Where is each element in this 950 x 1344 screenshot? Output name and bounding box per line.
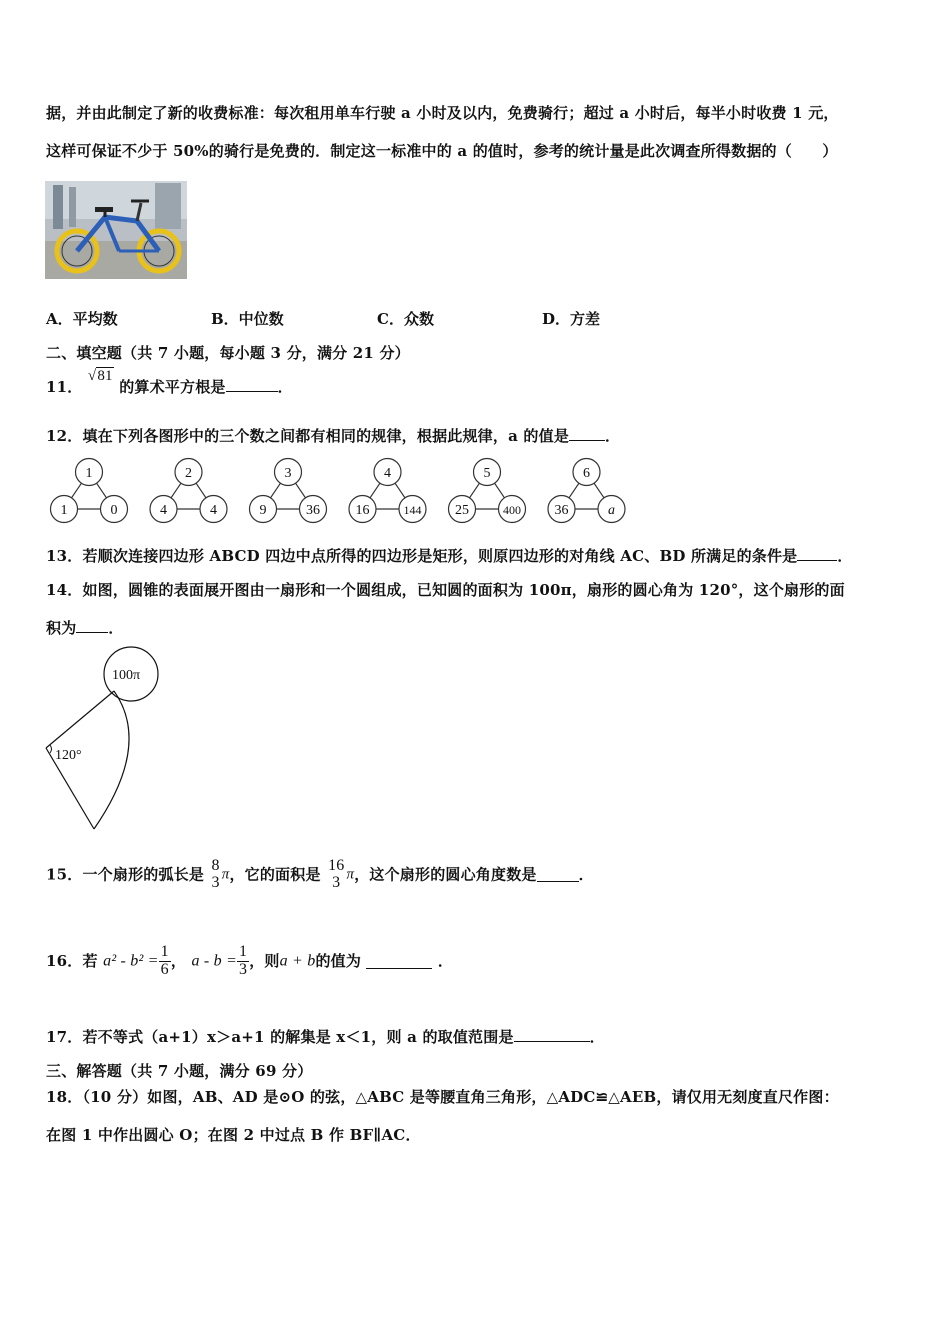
q15-area-fraction: 16 3 <box>328 857 345 891</box>
q15-mid: ，它的面积是 <box>229 865 321 884</box>
number-left: 1 <box>60 503 68 518</box>
q14-end: ． <box>108 619 124 637</box>
number-right: 36 <box>306 503 320 518</box>
connector-line <box>594 483 604 498</box>
q16-prefix: 16．若 <box>46 951 98 970</box>
connector-line <box>171 483 181 498</box>
q17-end: ． <box>589 1028 605 1046</box>
central-angle-label: 120° <box>55 748 82 763</box>
number-right: a <box>608 503 615 518</box>
q12-figure-3 <box>250 459 327 523</box>
q11-number: 11． <box>46 378 83 396</box>
q17-text: 17．若不等式（a+1）x＞a+1 的解集是 x＜1，则 a 的取值范围是 <box>46 1028 514 1046</box>
question-16: 16．若 a² - b² = $\frac{1}{6}$ ， a - b = $\frac{1}{3}$ ，则a + b的值为 ． <box>46 943 454 978</box>
number-left: 25 <box>455 503 469 518</box>
q15-arc-fraction: 8 3 <box>211 857 220 891</box>
circle-area-label: 100π <box>112 668 141 683</box>
number-top: 1 <box>85 466 93 481</box>
question-11 <box>46 368 293 397</box>
q16-eq1-fraction: $\frac{1}{6}$ <box>160 943 169 978</box>
intro-line-1: 据，并由此制定了新的收费标准：每次租用单车行驶 a 小时及以内，免费骑行；超过 a 小时后，每半小时收费 1 元， <box>46 104 839 122</box>
connector-line <box>296 483 306 498</box>
section-3-title: 三、解答题（共 7 小题，满分 69 分） <box>46 1062 313 1080</box>
question-14-line-1: 14．如图，圆锥的表面展开图由一扇形和一个圆组成，已知圆的面积为 100π，扇形的圆心角为 120°，这个扇形的面 <box>46 581 845 599</box>
number-top: 2 <box>185 466 192 481</box>
q12-figure-4 <box>349 459 426 523</box>
q16-expr: a + b <box>279 952 316 970</box>
angle-mark <box>50 745 52 753</box>
q14-text: 积为 <box>46 619 77 637</box>
question-13 <box>46 545 853 566</box>
q15-suffix: ，这个扇形的圆心角度数是 <box>354 865 537 884</box>
q15-blank <box>537 867 579 882</box>
question-12 <box>46 425 620 446</box>
number-right: 400 <box>503 503 521 517</box>
q13-end: ． <box>837 547 853 565</box>
section-2-title: 二、填空题（共 7 小题，每小题 3 分，满分 21 分） <box>46 344 410 362</box>
number-top: 4 <box>384 466 391 481</box>
number-left: 36 <box>554 503 569 518</box>
q13-blank <box>797 546 837 561</box>
q16-eq2-fraction: $\frac{1}{3}$ <box>239 943 248 978</box>
q16-eq2-lhs: a - b = <box>191 952 238 970</box>
sector-radius-top <box>46 691 114 748</box>
q12-figure-6 <box>548 459 625 523</box>
option-b: B．中位数 <box>211 310 284 328</box>
connector-line <box>196 483 206 498</box>
connector-line <box>370 483 380 498</box>
q12-blank <box>569 426 605 441</box>
q11-end: ． <box>277 378 293 396</box>
sector-arc <box>94 691 129 829</box>
q12-figure-1 <box>51 459 128 523</box>
q16-eq1-lhs: a² - b² = <box>103 952 159 970</box>
q11-radicand: 81 <box>97 368 113 384</box>
number-left: 9 <box>259 503 267 518</box>
question-18-line-1: 18．（10 分）如图，AB、AD 是⊙O 的弦，△ABC 是等腰直角三角形，△ADC≌△AEB，请仅用无刻度直尺作图： <box>46 1088 839 1106</box>
number-right: 4 <box>210 503 217 518</box>
connector-line <box>569 483 579 498</box>
option-d: D．方差 <box>542 310 601 328</box>
question-17 <box>46 1026 605 1047</box>
connector-line <box>72 483 82 498</box>
q15-prefix: 15．一个扇形的弧长是 <box>46 865 205 884</box>
q12-figure-5 <box>449 459 526 523</box>
connector-line <box>271 483 281 498</box>
q12-end: ． <box>605 427 621 445</box>
cone-net-figure <box>40 645 170 835</box>
connector-line <box>97 483 107 498</box>
number-top: 5 <box>483 466 491 481</box>
connector-line <box>395 483 405 498</box>
option-a: A．平均数 <box>46 310 118 328</box>
q12-figures <box>44 456 634 526</box>
option-c: C．众数 <box>377 310 434 328</box>
number-left: 16 <box>355 503 370 518</box>
number-left: 4 <box>160 503 167 518</box>
q11-text: 的算术平方根是 <box>119 378 226 396</box>
q12-text: 12．填在下列各图形中的三个数之间都有相同的规律，根据此规律，a 的值是 <box>46 427 570 445</box>
connector-line <box>495 483 505 498</box>
number-right: 0 <box>110 503 118 518</box>
q11-sqrt: √81 <box>87 368 113 384</box>
q14-blank <box>76 618 108 633</box>
q11-blank <box>226 377 278 392</box>
question-14-line-2 <box>46 617 124 638</box>
connector-line <box>470 483 480 498</box>
bicycle-photo <box>45 181 187 279</box>
number-top: 3 <box>284 466 292 481</box>
number-top: 6 <box>583 466 590 481</box>
number-right: 144 <box>403 503 422 517</box>
question-18-line-2: 在图 1 中作出圆心 O；在图 2 中过点 B 作 BF∥AC． <box>46 1126 421 1144</box>
q16-blank <box>366 954 432 969</box>
q17-blank <box>514 1027 590 1042</box>
intro-line-2: 这样可保证不少于 50%的骑行是免费的．制定这一标准中的 a 的值时，参考的统计量是此次调查所得数据的（ ） <box>46 142 838 160</box>
q13-text: 13．若顺次连接四边形 ABCD 四边中点所得的四边形是矩形，则原四边形的对角线 AC、BD 所满足的条件是 <box>46 547 798 565</box>
q12-figure-2 <box>150 459 227 523</box>
question-15: 15．一个扇形的弧长是 8 3 π，它的面积是 16 3 π，这个扇形的圆心角度数是 ． <box>46 857 594 891</box>
